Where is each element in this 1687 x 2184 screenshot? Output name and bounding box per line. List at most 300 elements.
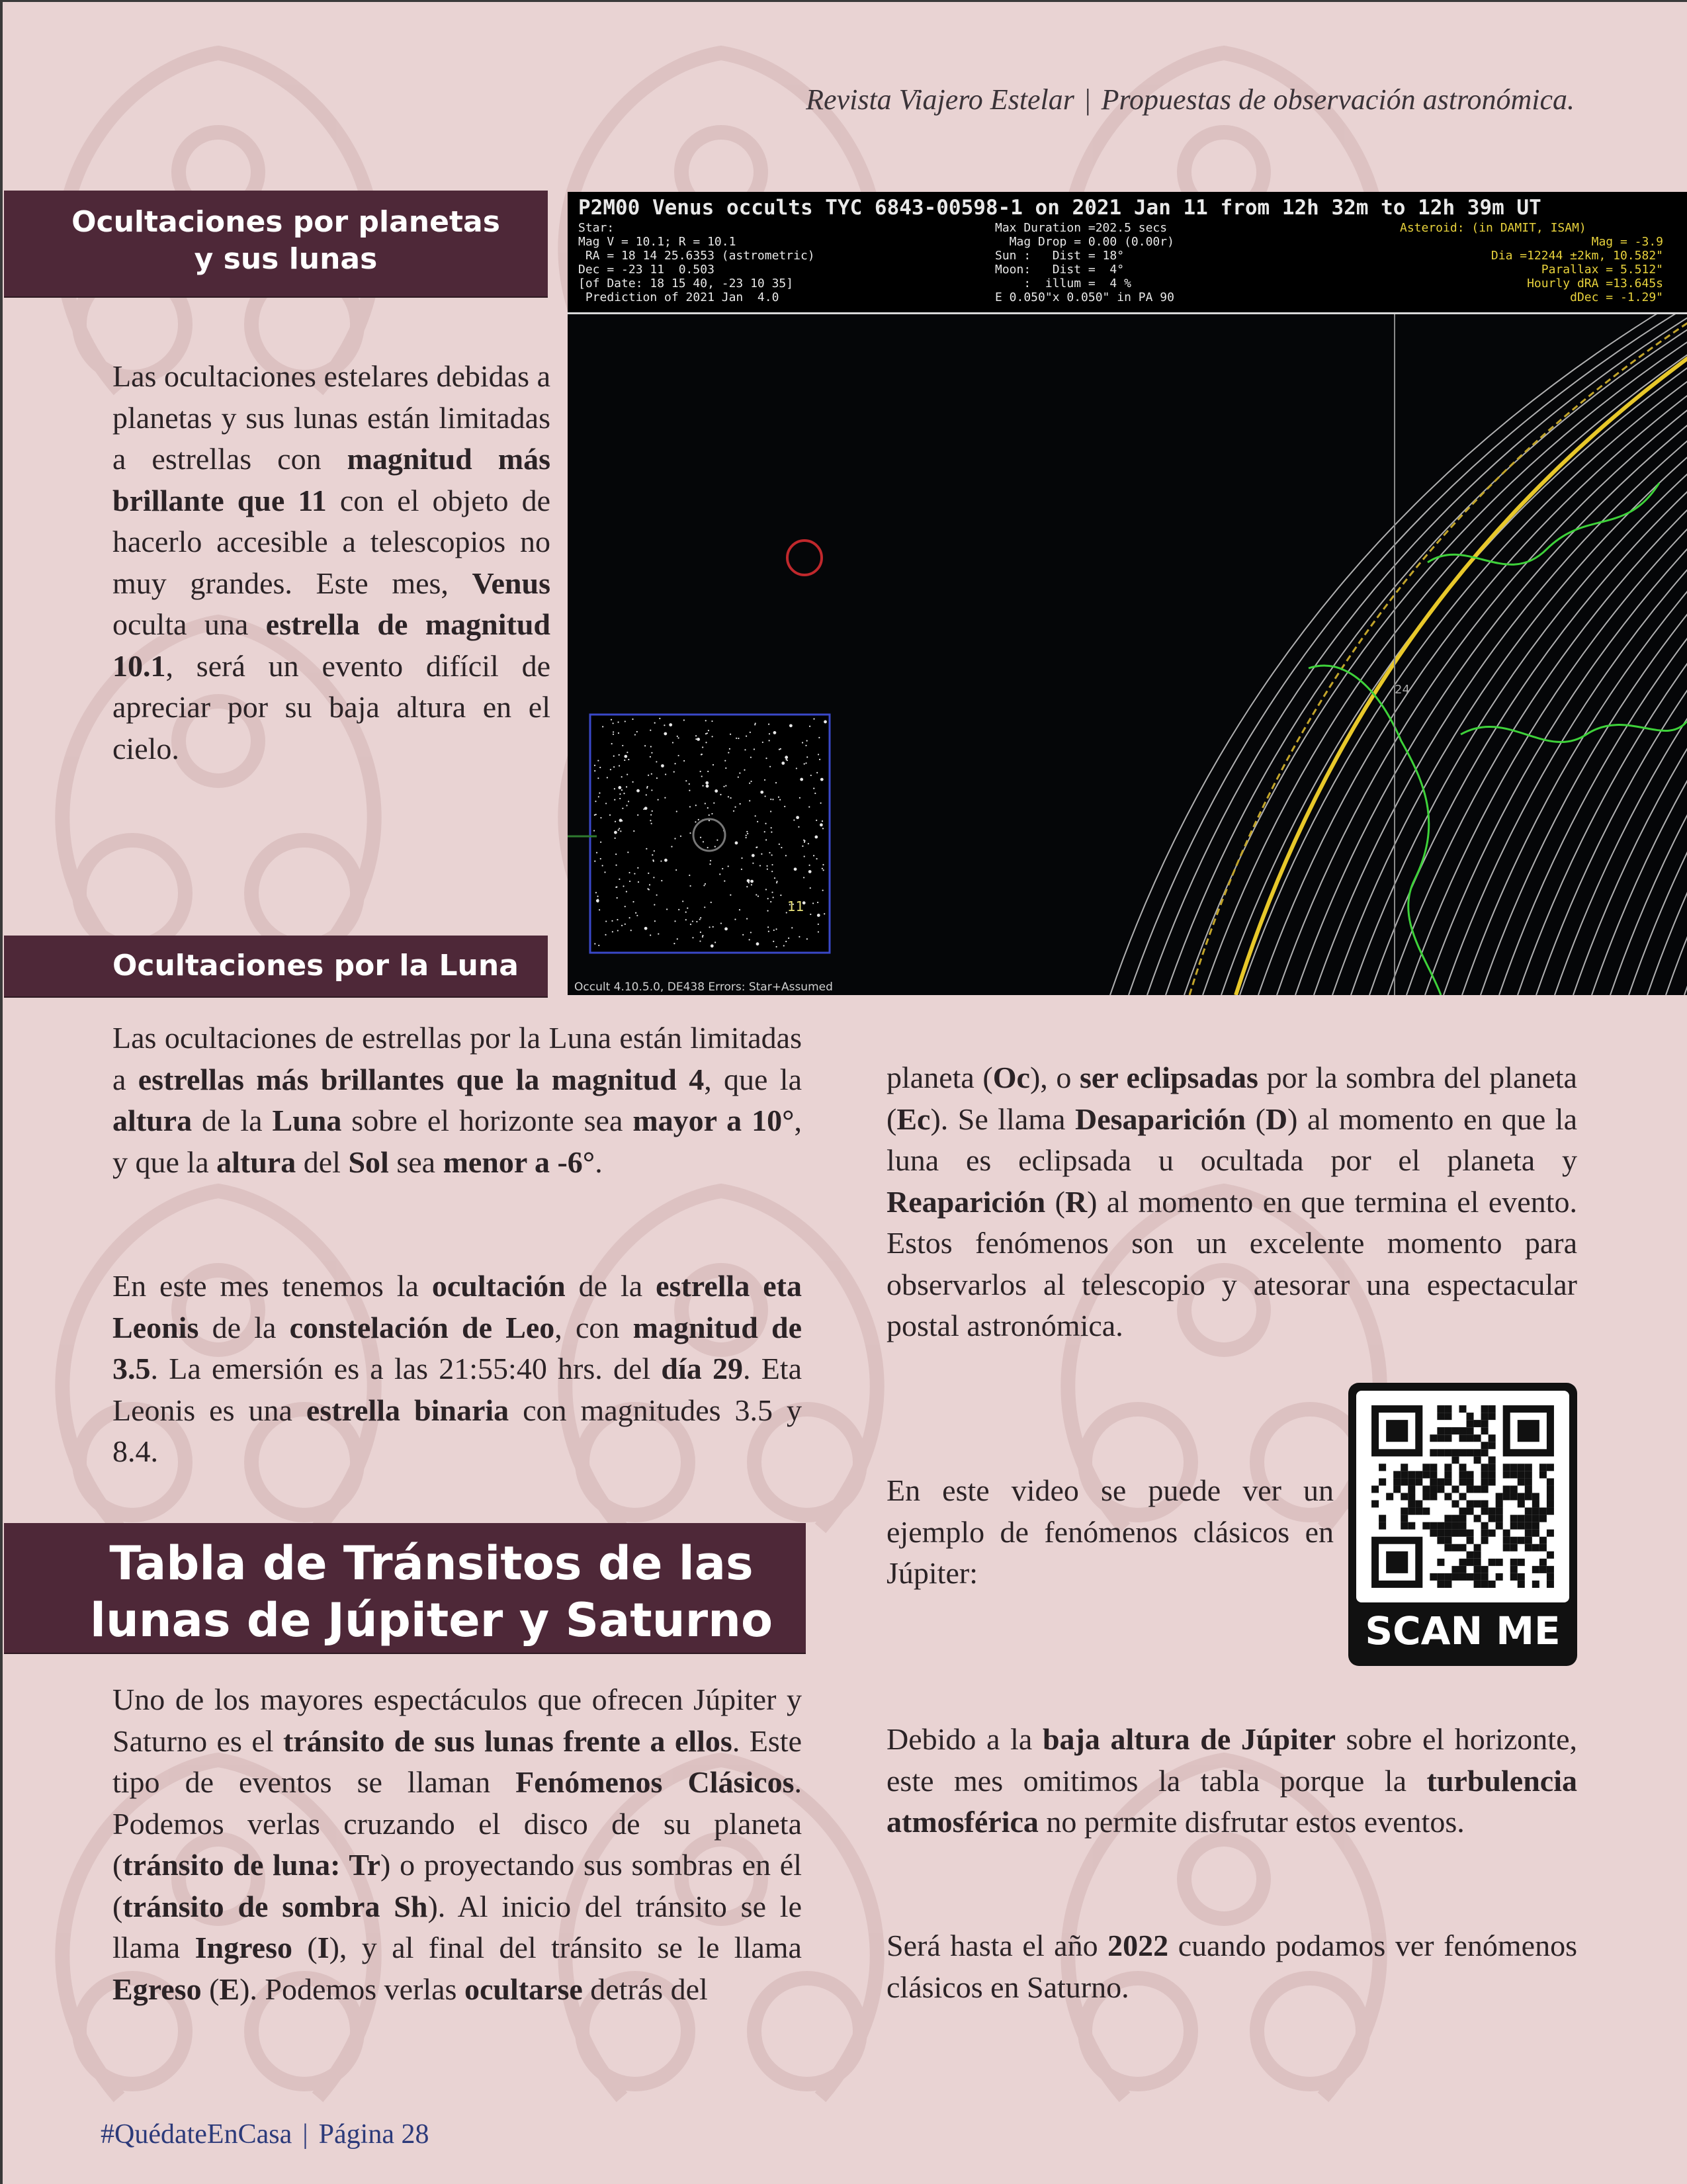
star-dot [656, 777, 658, 779]
star-dot [627, 852, 628, 853]
star-dot [674, 838, 675, 839]
star-dot [810, 775, 812, 776]
qr-module [1459, 1449, 1466, 1456]
qr-module [1539, 1463, 1547, 1471]
qr-module [1503, 1537, 1510, 1544]
qr-module [1518, 1493, 1525, 1500]
star-dot [785, 855, 787, 856]
qr-module [1451, 1544, 1459, 1551]
page-frame-top [0, 0, 1687, 2]
star-dot [661, 880, 662, 881]
star-dot [761, 853, 762, 855]
star-dot [678, 755, 679, 756]
star-dot [707, 771, 709, 772]
text-run: ). Podemos verlas [239, 1972, 464, 2006]
star-dot [806, 756, 808, 758]
bold-text-run: Sol [348, 1145, 389, 1179]
star-dot [700, 917, 701, 918]
star-dot [701, 775, 703, 777]
qr-module [1379, 1522, 1386, 1530]
star-dot [669, 723, 672, 726]
qr-module [1401, 1471, 1408, 1478]
qr-module [1467, 1471, 1474, 1478]
qr-module [1489, 1559, 1496, 1566]
star-dot [597, 901, 599, 902]
qr-module [1415, 1508, 1422, 1515]
qr-module [1474, 1420, 1481, 1427]
qr-module [1481, 1463, 1489, 1471]
star-dot [626, 891, 627, 893]
qr-module [1401, 1522, 1408, 1530]
qr-module [1510, 1522, 1518, 1530]
star-dot [703, 841, 704, 842]
star-dot [613, 731, 614, 732]
qr-module [1510, 1471, 1518, 1478]
qr-module [1451, 1522, 1459, 1530]
bold-text-run: D [1265, 1102, 1288, 1136]
qr-module [1532, 1508, 1539, 1515]
qr-code-pattern [1356, 1391, 1569, 1602]
qr-module [1525, 1537, 1532, 1544]
star-dot [822, 820, 823, 822]
path-grid-line [1518, 284, 1687, 995]
star-dot [695, 805, 697, 806]
qr-code[interactable] [1356, 1391, 1569, 1602]
star-dot [762, 742, 763, 743]
qr-module [1474, 1485, 1481, 1493]
star-dot [630, 930, 632, 931]
star-dot [705, 733, 707, 734]
qr-module [1474, 1566, 1481, 1573]
qr-module [1510, 1463, 1518, 1471]
star-dot [769, 852, 770, 853]
star-dot [768, 724, 769, 725]
star-dot [770, 799, 771, 800]
star-dot [824, 721, 827, 724]
star-dot [746, 835, 747, 836]
star-dot [629, 881, 630, 882]
star-dot [816, 820, 817, 821]
star-dot [697, 738, 700, 741]
planets-paragraph [112, 356, 550, 769]
star-dot [744, 769, 745, 771]
star-dot [823, 869, 824, 871]
asteroid-heading: Asteroid: (in DAMIT, ISAM) [1400, 221, 1586, 235]
star-dot [674, 920, 675, 922]
star-dot [599, 767, 601, 768]
qr-module [1467, 1530, 1474, 1537]
target-star-marker [787, 541, 822, 575]
qr-module [1481, 1508, 1489, 1515]
star-dot [650, 820, 651, 821]
qr-module [1481, 1427, 1489, 1434]
qr-module [1451, 1449, 1459, 1456]
star-dot [818, 931, 819, 932]
star-dot [746, 837, 747, 838]
star-dot [619, 828, 620, 829]
star-dot [628, 872, 630, 873]
star-dot [602, 865, 603, 866]
inset-magnitude-label: 11 [787, 898, 804, 914]
star-dot [775, 928, 777, 930]
bold-text-run: ocultación [431, 1269, 566, 1303]
star-dot [646, 848, 647, 850]
star-dot [819, 759, 820, 760]
star-dot [783, 945, 785, 946]
qr-code-card[interactable] [1348, 1383, 1577, 1666]
qr-module [1467, 1551, 1474, 1559]
qr-module [1474, 1573, 1481, 1581]
star-dot [805, 762, 806, 764]
star-dot [613, 734, 614, 735]
moon-paragraph-1 [112, 1018, 802, 1183]
qr-module [1451, 1501, 1459, 1508]
star-dot [806, 938, 808, 939]
star-dot [767, 910, 768, 912]
page-frame-left [0, 0, 3, 2184]
qr-module [1437, 1413, 1444, 1420]
qr-module [1474, 1544, 1481, 1551]
text-run: . Eta Leonis es una [112, 1352, 802, 1427]
qr-module [1532, 1544, 1539, 1551]
star-dot [692, 937, 693, 938]
qr-module [1437, 1405, 1444, 1413]
star-dot [750, 757, 752, 758]
star-dot [765, 758, 767, 759]
text-run: sobre el horizonte, este mes omitimos la tabla porque la [887, 1722, 1578, 1798]
qr-module [1489, 1413, 1496, 1420]
qr-module [1481, 1449, 1489, 1456]
qr-module [1415, 1501, 1422, 1508]
text-run: , y que la [112, 1104, 802, 1179]
star-dot [666, 908, 668, 910]
star-dot [620, 830, 621, 832]
star-dot [730, 797, 731, 799]
qr-module [1459, 1463, 1466, 1471]
qr-module [1489, 1463, 1496, 1471]
qr-module [1444, 1522, 1451, 1530]
star-dot [619, 819, 623, 822]
qr-module [1437, 1485, 1444, 1493]
qr-module [1547, 1551, 1554, 1559]
star-dot [779, 844, 780, 845]
star-dot [637, 814, 638, 816]
star-dot [625, 721, 626, 722]
star-dot [700, 771, 701, 772]
qr-module [1547, 1508, 1554, 1515]
star-dot [771, 892, 773, 893]
star-dot [702, 936, 703, 938]
qr-module [1474, 1501, 1481, 1508]
star-dot [664, 724, 665, 726]
star-dot [713, 803, 714, 804]
qr-module [1547, 1463, 1554, 1471]
star-dot [813, 855, 814, 856]
star-dot [751, 884, 752, 885]
coastline-trace [1309, 483, 1687, 995]
star-dot [754, 748, 755, 750]
star-dot [626, 805, 627, 806]
star-dot [618, 732, 619, 734]
star-dot [784, 806, 785, 807]
text-run: ( [1246, 1102, 1266, 1136]
star-dot [682, 900, 683, 902]
qr-module [1489, 1471, 1496, 1478]
star-dot [770, 901, 771, 902]
path-grid-line [1444, 284, 1687, 995]
star-dot [734, 918, 736, 920]
star-dot [780, 895, 781, 896]
star-dot [614, 831, 617, 834]
star-dot [705, 883, 706, 885]
star-dot [683, 760, 685, 762]
star-dot [706, 785, 709, 788]
qr-module [1525, 1478, 1532, 1485]
star-dot [653, 860, 654, 861]
qr-module [1451, 1485, 1459, 1493]
qr-module [1444, 1478, 1451, 1485]
qr-module [1401, 1508, 1408, 1515]
star-dot [625, 906, 626, 907]
qr-module [1430, 1471, 1437, 1478]
qr-module [1467, 1449, 1474, 1456]
qr-module [1547, 1501, 1554, 1508]
text-run: Las ocultaciones de estrellas por la Luna están limitadas a [112, 1021, 802, 1096]
star-dot [621, 925, 623, 926]
star-dot [773, 930, 775, 931]
star-dot [725, 767, 726, 769]
qr-module [1451, 1456, 1459, 1463]
bold-text-run: estrella eta Leonis [112, 1269, 802, 1344]
qr-module [1489, 1442, 1496, 1449]
star-dot [635, 912, 636, 914]
bold-text-run: día 29 [661, 1352, 743, 1385]
text-run: . La emersión es a las 21:55:40 hrs. del [150, 1352, 662, 1385]
qr-module [1437, 1522, 1444, 1530]
star-dot [773, 941, 774, 942]
text-run: oculta una [112, 607, 266, 641]
qr-module [1532, 1515, 1539, 1522]
qr-module [1459, 1544, 1466, 1551]
qr-module [1518, 1471, 1525, 1478]
star-dot [808, 843, 809, 844]
star-dot [594, 943, 595, 944]
qr-module [1525, 1530, 1532, 1537]
star-dot [744, 749, 746, 750]
star-dot [699, 940, 701, 941]
star-dot [769, 733, 770, 734]
qr-module [1408, 1493, 1415, 1500]
star-dot [791, 927, 793, 928]
video-paragraph [887, 1470, 1334, 1594]
star-dot [779, 749, 780, 750]
star-dot [600, 842, 601, 843]
text-run: ), y al final del tránsito se le llama [329, 1931, 802, 1964]
qr-module [1408, 1471, 1415, 1478]
star-dot [805, 745, 806, 746]
star-dot [644, 745, 646, 746]
qr-module [1532, 1501, 1539, 1508]
star-dot [656, 895, 658, 896]
star-dot [696, 921, 697, 922]
qr-module [1437, 1537, 1444, 1544]
qr-module [1444, 1544, 1451, 1551]
qr-module [1518, 1581, 1525, 1588]
qr-module [1444, 1463, 1451, 1471]
star-dot [619, 879, 620, 880]
star-dot [673, 943, 675, 944]
star-dot [724, 881, 725, 882]
star-dot [621, 776, 623, 777]
star-dot [720, 794, 721, 795]
text-run: ) al momento en que la luna es eclipsada u ocultada por el planeta y [887, 1102, 1577, 1177]
star-dot [614, 788, 615, 789]
star-dot [767, 898, 769, 899]
qr-module [1547, 1493, 1554, 1500]
qr-module [1393, 1485, 1401, 1493]
star-dot [778, 797, 779, 798]
qr-module [1489, 1478, 1496, 1485]
qr-module [1474, 1456, 1481, 1463]
star-dot [644, 927, 648, 930]
star-dot [813, 788, 814, 789]
star-dot [734, 807, 736, 808]
star-dot [665, 773, 666, 775]
text-run: sea [388, 1145, 443, 1179]
star-dot [648, 873, 649, 874]
star-dot [651, 773, 652, 775]
star-dot [800, 778, 803, 781]
star-dot [664, 732, 667, 736]
qr-module [1459, 1434, 1466, 1442]
star-dot [789, 724, 793, 727]
star-dot [702, 935, 703, 936]
text-run: detrás del [582, 1972, 708, 2006]
star-dot [651, 752, 652, 754]
star-dot [764, 831, 765, 832]
qr-module [1496, 1522, 1503, 1530]
text-run: ). Al inicio del tránsito se le llama [112, 1889, 802, 1964]
star-dot [600, 858, 601, 859]
bold-text-run: Luna [272, 1104, 342, 1137]
qr-module [1481, 1413, 1489, 1420]
star-dot [746, 736, 747, 737]
star-dot [619, 765, 620, 766]
star-dot [733, 810, 734, 812]
star-dot [750, 880, 754, 883]
star-dot [690, 885, 691, 887]
star-dot [689, 832, 691, 834]
qr-module [1467, 1559, 1474, 1566]
star-dot [611, 719, 612, 721]
qr-module [1437, 1559, 1444, 1566]
star-dot [602, 726, 603, 727]
qr-module [1437, 1434, 1444, 1442]
qr-module [1444, 1573, 1451, 1581]
qr-module [1459, 1478, 1466, 1485]
star-dot [714, 846, 716, 848]
star-dot [820, 823, 823, 826]
text-run: de la [198, 1310, 290, 1344]
star-dot [752, 863, 754, 864]
star-dot [650, 814, 652, 815]
star-dot [723, 786, 724, 787]
qr-module [1481, 1530, 1489, 1537]
text-run: sobre el horizonte sea [341, 1104, 633, 1137]
watermark-circle [79, 840, 185, 946]
qr-module [1518, 1573, 1525, 1581]
star-dot [749, 800, 750, 801]
star-dot [713, 764, 714, 765]
qr-module [1401, 1493, 1408, 1500]
star-dot [628, 801, 629, 802]
text-run: , que la [704, 1062, 802, 1096]
star-dot [814, 836, 818, 839]
star-dot [636, 789, 640, 793]
qr-module [1496, 1501, 1503, 1508]
qr-module [1437, 1530, 1444, 1537]
star-dot [741, 857, 742, 859]
star-dot [759, 865, 761, 866]
qr-module [1525, 1485, 1532, 1493]
star-dot [614, 799, 615, 801]
star-dot [632, 781, 633, 783]
qr-module [1430, 1485, 1437, 1493]
star-dot [597, 777, 599, 779]
right-paragraph-2 [887, 1719, 1577, 1843]
star-dot [599, 909, 600, 910]
qr-module [1408, 1508, 1415, 1515]
qr-module [1532, 1566, 1539, 1573]
bold-text-run: R [1064, 1184, 1088, 1219]
star-dot [788, 938, 789, 939]
qr-module [1444, 1405, 1451, 1413]
star-dot [689, 875, 690, 876]
star-dot [658, 799, 659, 801]
star-dot [728, 752, 729, 753]
footer-separator: | [302, 2119, 308, 2150]
bold-text-run: menor a -6° [443, 1145, 595, 1179]
qr-module [1532, 1522, 1539, 1530]
star-dot [711, 902, 712, 903]
star-dot [722, 868, 723, 869]
star-dot [597, 896, 598, 897]
running-header [806, 83, 1575, 116]
star-dot [747, 833, 748, 834]
star-dot [661, 764, 664, 767]
star-dot [646, 787, 648, 789]
qr-module [1525, 1522, 1532, 1530]
star-dot [624, 760, 625, 761]
star-dot [765, 823, 766, 824]
text-run: planeta ( [887, 1061, 993, 1094]
qr-module [1474, 1559, 1481, 1566]
star-dot [711, 813, 713, 814]
star-dot [781, 847, 782, 848]
star-dot [680, 836, 681, 837]
path-grid-line [1258, 284, 1687, 995]
qr-module [1467, 1427, 1474, 1434]
qr-module [1451, 1566, 1459, 1573]
star-dot [771, 854, 773, 855]
qr-module [1422, 1522, 1430, 1530]
qr-module [1459, 1405, 1466, 1413]
star-dot [769, 740, 770, 741]
star-dot [739, 772, 740, 773]
bold-text-run: constelación de Leo [289, 1310, 555, 1344]
star-dot [729, 748, 730, 750]
star-dot [714, 789, 718, 793]
